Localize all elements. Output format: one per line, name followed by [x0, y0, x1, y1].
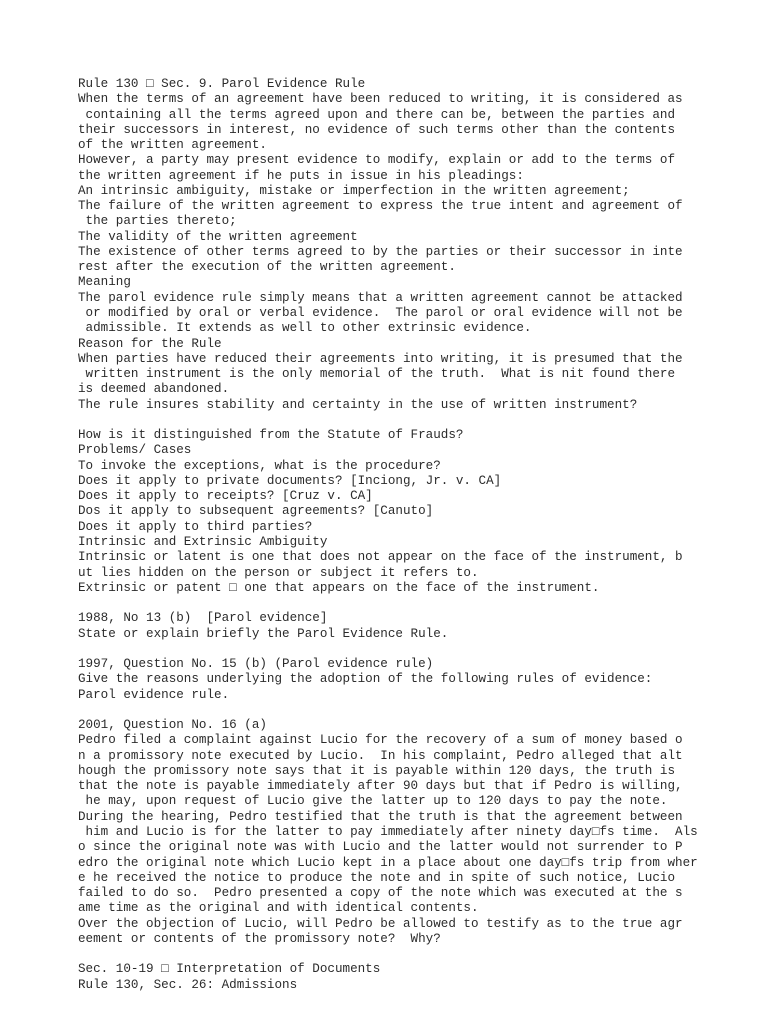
text-line: Does it apply to receipts? [Cruz v. CA]	[78, 489, 373, 504]
text-line: e he received the notice to produce the note and in spite of such notice, Lucio	[78, 870, 676, 885]
text-line: failed to do so. Pedro presented a copy of the note which was executed at the s	[78, 886, 683, 901]
text-line: Give the reasons underlying the adoption of the following rules of evidence:	[78, 672, 653, 687]
text-line: Parol evidence rule.	[78, 687, 230, 702]
text-line: Extrinsic or patent □ one that appears on the face of the instrument.	[78, 580, 600, 595]
text-line: The parol evidence rule simply means that a written agreement cannot be attacked	[78, 290, 683, 305]
text-line: o since the original note was with Lucio and the latter would not surrender to P	[78, 840, 683, 855]
text-line: Meaning	[78, 275, 131, 290]
text-line: The rule insures stability and certainty in the use of written instrument?	[78, 397, 638, 412]
text-line: The existence of other terms agreed to by the parties or their successor in inte	[78, 244, 683, 259]
text-line: Sec. 10-19 □ Interpretation of Documents	[78, 962, 381, 977]
text-line: The failure of the written agreement to express the true intent and agreement of	[78, 199, 683, 214]
text-line: hough the promissory note says that it is payable within 120 days, the truth is	[78, 763, 676, 778]
text-line: or modified by oral or verbal evidence. The parol or oral evidence will not be	[78, 305, 683, 320]
text-line: When the terms of an agreement have been reduced to writing, it is considered as	[78, 92, 683, 107]
blank-line	[78, 703, 758, 718]
text-line: Dos it apply to subsequent agreements? [Canuto]	[78, 504, 434, 519]
text-line: Problems/ Cases	[78, 443, 192, 458]
text-line: ut lies hidden on the person or subject it refers to.	[78, 565, 479, 580]
text-line: 1988, No 13 (b) [Parol evidence]	[78, 611, 328, 626]
text-line: Over the objection of Lucio, will Pedro be allowed to testify as to the true agr	[78, 916, 683, 931]
text-line: Reason for the Rule	[78, 336, 222, 351]
text-line: of the written agreement.	[78, 138, 267, 153]
text-line: To invoke the exceptions, what is the procedure?	[78, 458, 441, 473]
text-line: Pedro filed a complaint against Lucio for the recovery of a sum of money based o	[78, 733, 683, 748]
text-line: 2001, Question No. 16 (a)	[78, 718, 267, 733]
text-line: eement or contents of the promissory note? Why?	[78, 931, 441, 946]
text-line: However, a party may present evidence to modify, explain or add to the terms of	[78, 153, 676, 168]
text-line: How is it distinguished from the Statute of Frauds?	[78, 428, 464, 443]
blank-line	[78, 596, 758, 611]
text-line: is deemed abandoned.	[78, 382, 230, 397]
text-line: that the note is payable immediately after 90 days but that if Pedro is willing,	[78, 779, 683, 794]
blank-line	[78, 413, 758, 428]
text-line: 1997, Question No. 15 (b) (Parol evidence rule)	[78, 657, 434, 672]
text-line: State or explain briefly the Parol Evidence Rule.	[78, 626, 449, 641]
text-line: admissible. It extends as well to other extrinsic evidence.	[78, 321, 532, 336]
text-line: ame time as the original and with identical contents.	[78, 901, 479, 916]
text-line: An intrinsic ambiguity, mistake or imperfection in the written agreement;	[78, 183, 630, 198]
text-line: written instrument is the only memorial of the truth. What is nit found there	[78, 367, 676, 382]
text-line: Intrinsic or latent is one that does not appear on the face of the instrument, b	[78, 550, 683, 565]
text-line: Does it apply to third parties?	[78, 519, 313, 534]
text-line: Rule 130, Sec. 26: Admissions	[78, 977, 298, 992]
text-line: the written agreement if he puts in issue in his pleadings:	[78, 168, 524, 183]
blank-line	[78, 642, 758, 657]
document-body	[78, 77, 758, 993]
text-line: rest after the execution of the written agreement.	[78, 260, 456, 275]
text-line: Intrinsic and Extrinsic Ambiguity	[78, 534, 328, 549]
text-line: containing all the terms agreed upon and there can be, between the parties and	[78, 107, 676, 122]
text-line: he may, upon request of Lucio give the latter up to 120 days to pay the note.	[78, 794, 668, 809]
text-line: n a promissory note executed by Lucio. In his complaint, Pedro alleged that alt	[78, 748, 683, 763]
text-line: Does it apply to private documents? [Inciong, Jr. v. CA]	[78, 473, 502, 488]
blank-line	[78, 947, 758, 962]
text-line: When parties have reduced their agreements into writing, it is presumed that the	[78, 351, 683, 366]
text-line: their successors in interest, no evidence of such terms other than the contents	[78, 122, 676, 137]
text-line: him and Lucio is for the latter to pay immediately after ninety day□fs time. Als	[78, 825, 698, 840]
text-line: edro the original note which Lucio kept in a place about one day□fs trip from wher	[78, 855, 698, 870]
text-line: Rule 130 □ Sec. 9. Parol Evidence Rule	[78, 77, 366, 91]
text-line: During the hearing, Pedro testified that the truth is that the agreement between	[78, 809, 683, 824]
text-line: the parties thereto;	[78, 214, 237, 229]
text-line: The validity of the written agreement	[78, 229, 358, 244]
